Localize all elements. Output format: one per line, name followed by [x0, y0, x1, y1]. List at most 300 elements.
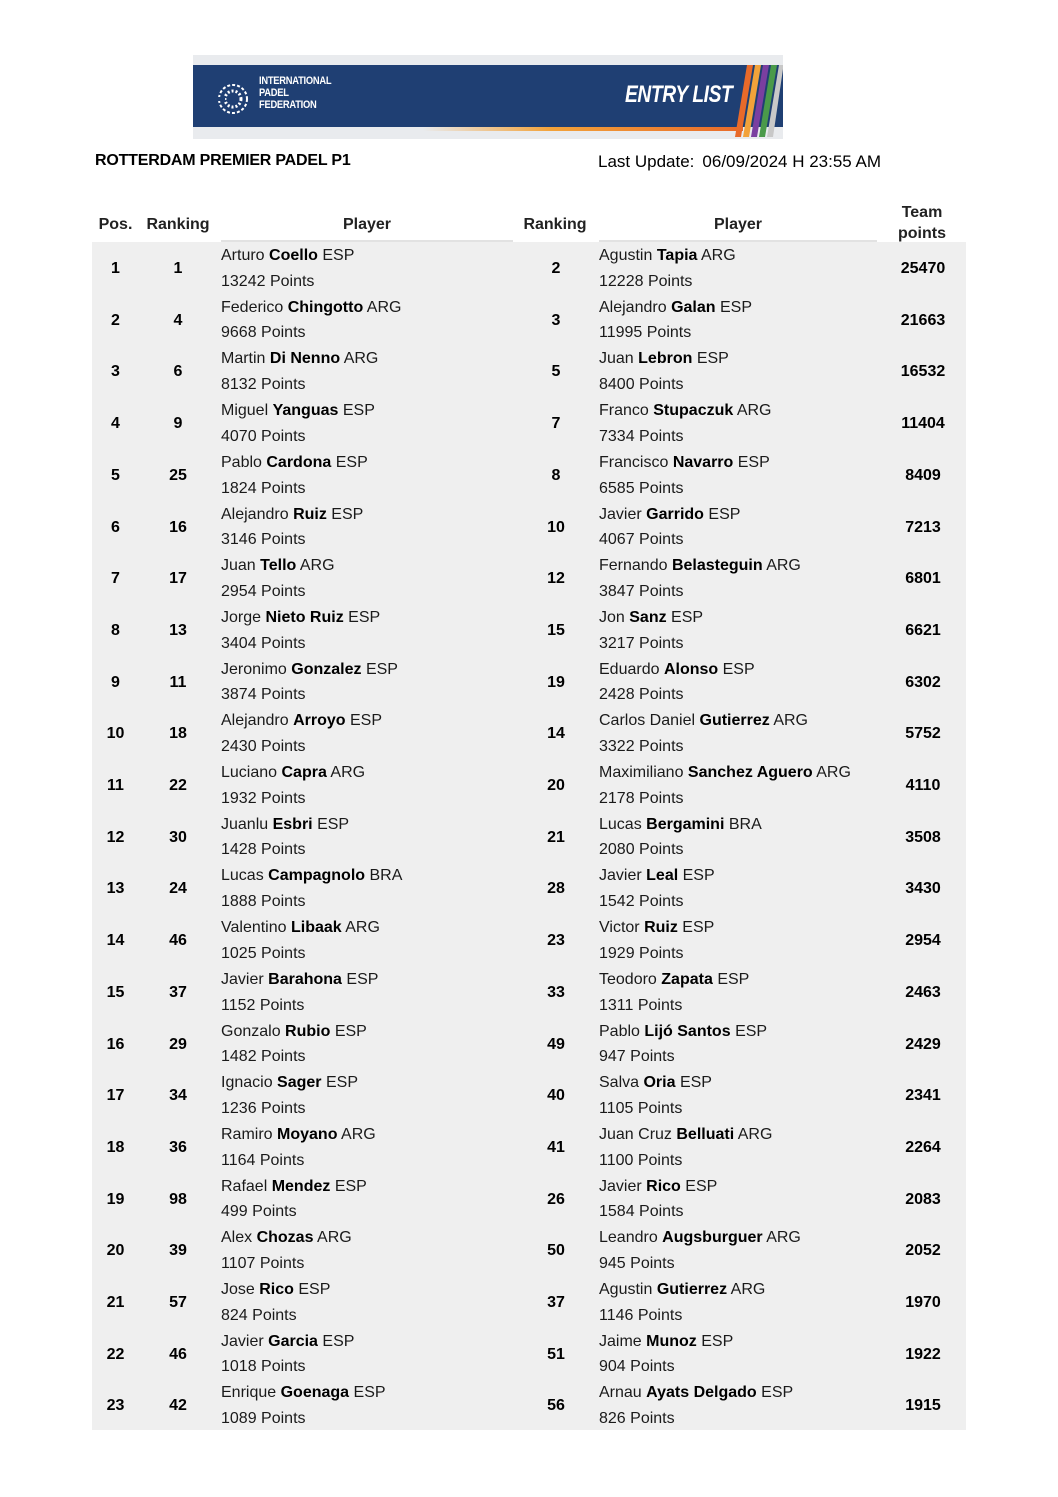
player-1-cell [221, 450, 368, 502]
player-2-first-name: Pablo [599, 1022, 640, 1040]
player-1-cell [221, 502, 363, 554]
player-1-country: ESP [334, 1177, 367, 1195]
player-2-name [599, 502, 740, 528]
player-1-country: ESP [331, 505, 364, 523]
player-2-points: 6585 Points [599, 479, 684, 497]
player-1-first-name: Arturo [221, 247, 265, 264]
player-1-cell [221, 605, 380, 657]
player-2-points: 1542 Points [599, 893, 684, 911]
player-1-points: 1025 Points [221, 944, 306, 962]
player-1-name [221, 760, 365, 786]
player-1-ranking: 37 [169, 983, 187, 1001]
player-2-ranking: 8 [551, 466, 561, 484]
player-2-last-name: Gutierrez [699, 712, 770, 730]
position-cell: 23 [106, 1397, 125, 1415]
player-1-country: ARG [299, 557, 335, 575]
player-2-points: 11995 Points [599, 324, 692, 342]
position-cell: 14 [106, 932, 125, 950]
position-cell: 17 [106, 1087, 125, 1105]
team-points-cell: 8409 [905, 466, 941, 484]
player-1-ranking: 16 [169, 518, 187, 536]
player-2-cell [599, 605, 703, 657]
player-2-last-name: Stupaczuk [653, 402, 734, 420]
position-cell: 19 [106, 1190, 125, 1208]
player-2-country: ESP [671, 608, 704, 626]
player-2-name [599, 1174, 717, 1200]
player-1-name [221, 1277, 330, 1303]
player-1-points: 4070 Points [221, 427, 306, 445]
player-2-name [599, 1329, 733, 1355]
player-2-cell [599, 915, 714, 967]
player-2-first-name: Alejandro [599, 298, 667, 316]
player-2-country: ARG [766, 1229, 801, 1247]
player-2-ranking: 21 [547, 828, 565, 846]
player-1-first-name: Gonzalo [221, 1022, 281, 1040]
player-1-first-name: Enrique [221, 1384, 277, 1402]
player-1-points: 1428 Points [221, 841, 306, 859]
player-1-first-name: Rafael [221, 1177, 268, 1195]
position-cell: 4 [111, 415, 120, 433]
event-title: ROTTERDAM PREMIER PADEL P1 [95, 152, 351, 169]
team-points-cell: 7213 [905, 518, 941, 536]
player-2-cell [599, 1122, 772, 1174]
player-2-cell [599, 967, 749, 1019]
player-2-last-name: Tapia [656, 247, 698, 264]
player-2-last-name: Zapata [661, 970, 713, 988]
team-points-cell: 2429 [905, 1035, 941, 1053]
entry-list-banner [193, 55, 783, 139]
player-1-country: ESP [325, 1074, 358, 1092]
player-1-ranking: 29 [169, 1035, 187, 1053]
player-1-points: 1824 Points [221, 479, 306, 497]
table-row [92, 1070, 966, 1122]
player-1-first-name: Jose [221, 1281, 255, 1298]
player-2-points: 12228 Points [599, 272, 693, 290]
player-2-country: BRA [728, 815, 762, 833]
table-row [92, 605, 966, 657]
player-2-country: ESP [679, 1074, 712, 1092]
player-2-ranking: 12 [547, 570, 565, 588]
player-2-points: 2080 Points [599, 841, 684, 859]
player-2-points: 3322 Points [599, 738, 684, 756]
player-2-first-name: Salva [599, 1074, 640, 1092]
player-2-cell [599, 1329, 733, 1381]
header-ranking-1: Ranking [146, 216, 210, 233]
position-cell: 11 [107, 777, 124, 794]
player-2-first-name: Agustin [599, 1281, 653, 1298]
team-points-cell: 2083 [905, 1190, 941, 1208]
player-1-first-name: Miguel [221, 402, 269, 420]
player-2-ranking: 33 [547, 983, 565, 1001]
player-2-first-name: Franco [599, 402, 649, 420]
player-2-first-name: Juan [599, 350, 634, 368]
team-points-cell: 2463 [905, 983, 941, 1001]
player-2-cell [599, 295, 752, 347]
player-1-points: 1152 Points [221, 996, 305, 1014]
player-1-ranking: 98 [169, 1190, 187, 1208]
player-1-country: BRA [369, 867, 403, 885]
player-1-points: 1932 Points [221, 789, 306, 807]
player-1-cell [221, 1380, 386, 1432]
player-2-points: 1311 Points [599, 996, 683, 1014]
table-row [92, 450, 966, 502]
table-row [92, 1225, 966, 1277]
player-1-first-name: Ramiro [221, 1125, 273, 1143]
player-2-ranking: 41 [547, 1138, 565, 1156]
player-2-ranking: 49 [547, 1035, 565, 1053]
player-1-ranking: 46 [169, 932, 187, 950]
player-1-cell [221, 760, 365, 812]
player-1-cell [221, 346, 378, 398]
player-1-points: 13242 Points [221, 272, 315, 290]
player-2-ranking: 19 [547, 673, 565, 691]
player-2-name [599, 1070, 712, 1096]
player-1-last-name: Goenaga [280, 1384, 350, 1402]
player-1-country: ESP [298, 1281, 331, 1298]
player-2-last-name: Augsburguer [662, 1229, 763, 1247]
player-1-last-name: Cardona [266, 453, 332, 471]
player-2-name [599, 1380, 793, 1406]
player-2-name [599, 295, 752, 321]
player-2-country: ESP [737, 453, 770, 471]
player-2-name [599, 915, 714, 941]
player-1-points: 8132 Points [221, 376, 306, 394]
player-1-cell [221, 915, 380, 967]
player-2-country: ESP [682, 867, 715, 885]
position-cell: 8 [111, 621, 120, 639]
player-1-name [221, 346, 378, 372]
player-2-country: ESP [722, 660, 755, 678]
player-2-cell [599, 1019, 767, 1071]
team-points-cell: 2954 [905, 932, 941, 950]
position-cell: 7 [111, 570, 120, 588]
player-2-last-name: Ruiz [644, 919, 678, 937]
player-1-last-name: Yanguas [272, 402, 339, 420]
player-2-name [599, 812, 762, 838]
player-1-cell [221, 812, 349, 864]
player-2-country: ESP [717, 970, 750, 988]
player-2-last-name: Oria [643, 1074, 676, 1092]
player-2-ranking: 56 [547, 1397, 565, 1415]
player-1-first-name: Jorge [221, 608, 262, 626]
player-1-name [221, 553, 335, 579]
player-1-cell [221, 243, 354, 295]
player-1-cell [221, 1329, 354, 1381]
player-1-country: ARG [341, 1125, 376, 1143]
player-2-first-name: Francisco [599, 453, 669, 471]
player-1-points: 9668 Points [221, 324, 306, 342]
player-1-name [221, 1225, 352, 1251]
table-row [92, 1329, 966, 1381]
player-1-cell [221, 1122, 376, 1174]
player-2-last-name: Belasteguin [671, 557, 763, 575]
player-1-country: ARG [330, 764, 366, 781]
team-points-cell: 2341 [905, 1087, 941, 1105]
player-1-cell [221, 1019, 367, 1071]
player-1-last-name: Chingotto [287, 298, 364, 316]
player-1-ranking: 46 [169, 1345, 187, 1363]
player-2-country: ARG [816, 764, 851, 781]
player-2-cell [599, 760, 851, 812]
player-2-points: 7334 Points [599, 427, 684, 445]
player-1-ranking: 34 [169, 1087, 187, 1105]
last-update-label: Last Update: [598, 152, 695, 171]
player-1-ranking: 22 [169, 777, 187, 794]
player-1-country: ARG [343, 350, 379, 368]
player-1-ranking: 17 [169, 570, 187, 588]
table-row [92, 967, 966, 1019]
table-row [92, 812, 966, 864]
table-row [92, 502, 966, 554]
player-1-ranking: 42 [169, 1397, 187, 1415]
player-2-country: ESP [761, 1384, 794, 1402]
table-row [92, 295, 966, 347]
player-2-name [599, 1019, 767, 1045]
player-2-points: 4067 Points [599, 531, 684, 549]
player-2-cell [599, 243, 736, 295]
player-2-points: 2178 Points [599, 789, 684, 807]
position-cell: 2 [111, 311, 120, 329]
player-2-ranking: 50 [547, 1242, 565, 1260]
player-2-ranking: 2 [551, 260, 561, 277]
player-2-cell [599, 1277, 765, 1329]
player-2-name [599, 967, 749, 993]
player-1-cell [221, 1174, 367, 1226]
player-1-name [221, 915, 380, 941]
player-1-name [221, 812, 349, 838]
header-player-1: Player [342, 216, 392, 233]
player-2-points: 1146 Points [599, 1306, 683, 1324]
table-row [92, 346, 966, 398]
player-1-cell [221, 967, 378, 1019]
player-1-name [221, 863, 402, 889]
table-row [92, 398, 966, 450]
player-1-country: ESP [335, 453, 368, 471]
player-1-country: ESP [348, 608, 381, 626]
player-2-ranking: 10 [547, 518, 565, 536]
player-1-ranking: 13 [169, 621, 187, 639]
player-2-ranking: 37 [547, 1294, 565, 1311]
player-2-name [599, 553, 801, 579]
table-row [92, 657, 966, 709]
position-cell: 1 [111, 260, 120, 277]
table-row [92, 1174, 966, 1226]
position-cell: 20 [106, 1242, 125, 1260]
player-1-country: ESP [342, 402, 375, 420]
player-2-cell [599, 553, 801, 605]
player-2-country: ARG [730, 1281, 766, 1298]
player-1-last-name: Arroyo [293, 712, 346, 730]
player-2-name [599, 1277, 765, 1303]
federation-line-3: FEDERATION [259, 99, 317, 111]
player-1-country: ESP [322, 247, 355, 264]
player-1-country: ESP [334, 1022, 367, 1040]
player-2-ranking: 28 [547, 880, 565, 898]
player-1-last-name: Di Nenno [269, 350, 341, 368]
player-2-cell [599, 398, 772, 450]
team-points-cell: 21663 [900, 311, 946, 329]
table-row [92, 708, 966, 760]
position-cell: 13 [106, 880, 125, 898]
player-1-country: ESP [317, 815, 350, 833]
player-1-name [221, 1122, 376, 1148]
player-2-country: ESP [685, 1177, 718, 1195]
player-1-points: 3146 Points [221, 531, 306, 549]
player-2-points: 1100 Points [599, 1151, 683, 1169]
team-points-cell: 3430 [905, 880, 941, 898]
player-1-first-name: Alejandro [221, 712, 289, 730]
player-1-cell [221, 657, 398, 709]
table-row [92, 863, 966, 915]
player-2-points: 3217 Points [599, 634, 684, 652]
team-points-cell: 5752 [905, 725, 941, 743]
federation-line-1: INTERNATIONAL [259, 75, 332, 87]
player-2-ranking: 20 [547, 777, 565, 794]
banner-title: ENTRY LIST [625, 81, 733, 108]
team-points-cell: 4110 [905, 777, 941, 794]
player-1-ranking: 57 [169, 1294, 187, 1311]
player-1-name [221, 1174, 367, 1200]
player-2-first-name: Lucas [599, 815, 642, 833]
player-1-points: 2430 Points [221, 738, 306, 756]
player-2-first-name: Javier [599, 1177, 642, 1195]
player-2-country: ESP [708, 505, 741, 523]
position-cell: 5 [111, 466, 120, 484]
player-2-last-name: Leal [646, 867, 679, 885]
player-1-first-name: Javier [221, 970, 264, 988]
position-cell: 22 [106, 1345, 125, 1363]
player-2-points: 3847 Points [599, 582, 684, 600]
player-2-country: ESP [719, 298, 752, 316]
player-1-points: 1018 Points [221, 1358, 306, 1376]
player-2-points: 2428 Points [599, 686, 684, 704]
player-2-cell [599, 863, 715, 915]
player-2-last-name: Navarro [672, 453, 734, 471]
player-2-last-name: Garrido [646, 505, 704, 523]
player-1-name [221, 243, 354, 269]
player-1-ranking: 39 [169, 1242, 187, 1260]
player-1-last-name: Nieto Ruiz [265, 608, 344, 626]
player-2-last-name: Lebron [638, 350, 693, 368]
player-2-last-name: Lijó Santos [644, 1022, 731, 1040]
player-1-country: ARG [317, 1229, 352, 1247]
player-1-last-name: Mendez [271, 1177, 331, 1195]
player-1-last-name: Moyano [277, 1125, 338, 1143]
player-2-name [599, 657, 755, 683]
player-2-first-name: Maximiliano [599, 764, 684, 781]
header-player-2: Player [713, 216, 763, 233]
player-2-name [599, 346, 729, 372]
player-1-ranking: 1 [173, 260, 183, 277]
player-2-country: ARG [701, 247, 736, 264]
player-2-last-name: Sanz [629, 608, 667, 626]
player-1-name [221, 657, 398, 683]
player-1-first-name: Luciano [221, 764, 278, 781]
player-1-points: 1164 Points [221, 1151, 305, 1169]
player-1-first-name: Javier [221, 1332, 264, 1350]
player-2-cell [599, 450, 770, 502]
player-1-ranking: 11 [169, 673, 187, 691]
player-2-cell [599, 346, 729, 398]
last-update-value: 06/09/2024 H 23:55 AM [702, 152, 882, 171]
player-2-first-name: Leandro [599, 1229, 658, 1247]
player-2-last-name: Belluati [676, 1125, 735, 1143]
player-2-last-name: Sanchez Aguero [687, 764, 813, 781]
player-1-ranking: 9 [173, 415, 183, 433]
player-2-name [599, 450, 770, 476]
player-2-last-name: Bergamini [646, 815, 725, 833]
player-2-country: ARG [736, 402, 772, 420]
player-2-name [599, 398, 772, 424]
player-1-name [221, 502, 363, 528]
player-1-points: 1089 Points [221, 1410, 306, 1428]
player-1-points: 1107 Points [221, 1255, 305, 1273]
player-1-country: ESP [353, 1384, 386, 1402]
table-row [92, 1122, 966, 1174]
player-1-cell [221, 1225, 352, 1277]
player-2-first-name: Victor [599, 919, 640, 937]
player-2-first-name: Jon [599, 608, 625, 626]
player-2-first-name: Jaime [599, 1332, 642, 1350]
table-row [92, 915, 966, 967]
player-1-last-name: Tello [260, 557, 297, 575]
player-1-ranking: 24 [169, 880, 187, 898]
player-1-last-name: Rico [259, 1281, 294, 1298]
player-2-ranking: 23 [547, 932, 565, 950]
player-2-last-name: Gutierrez [656, 1281, 728, 1298]
player-1-name [221, 295, 401, 321]
player-2-cell [599, 502, 740, 554]
team-points-cell: 1970 [905, 1294, 941, 1311]
player-1-points: 3404 Points [221, 634, 306, 652]
federation-name [259, 75, 331, 111]
player-2-ranking: 14 [547, 725, 565, 743]
player-2-first-name: Fernando [599, 557, 668, 575]
player-2-name [599, 605, 703, 631]
player-1-first-name: Federico [221, 298, 284, 316]
position-cell: 12 [106, 828, 125, 846]
player-2-name [599, 243, 736, 269]
player-2-ranking: 5 [551, 363, 561, 381]
player-2-points: 8400 Points [599, 376, 684, 394]
player-2-last-name: Munoz [646, 1332, 697, 1350]
table-row [92, 1380, 966, 1432]
player-1-name [221, 450, 368, 476]
player-2-last-name: Alonso [663, 660, 719, 678]
player-1-last-name: Chozas [256, 1229, 314, 1247]
player-1-points: 1236 Points [221, 1099, 306, 1117]
table-row [92, 1019, 966, 1071]
player-2-cell [599, 812, 762, 864]
player-2-points: 947 Points [599, 1048, 675, 1066]
player-1-points: 3874 Points [221, 686, 306, 704]
player-2-ranking: 40 [547, 1087, 565, 1105]
player-2-name [599, 863, 715, 889]
player-1-cell [221, 1277, 330, 1329]
player-2-cell [599, 1380, 793, 1432]
table-row [92, 760, 966, 812]
last-update [598, 152, 881, 172]
player-2-country: ESP [735, 1022, 768, 1040]
player-1-ranking: 18 [169, 725, 187, 743]
player-1-name [221, 1380, 386, 1406]
player-2-country: ESP [701, 1332, 734, 1350]
player-1-name [221, 605, 380, 631]
team-points-cell: 3508 [905, 828, 941, 846]
player-1-country: ESP [322, 1332, 355, 1350]
player-2-first-name: Eduardo [599, 660, 660, 678]
player-1-ranking: 4 [173, 311, 183, 329]
